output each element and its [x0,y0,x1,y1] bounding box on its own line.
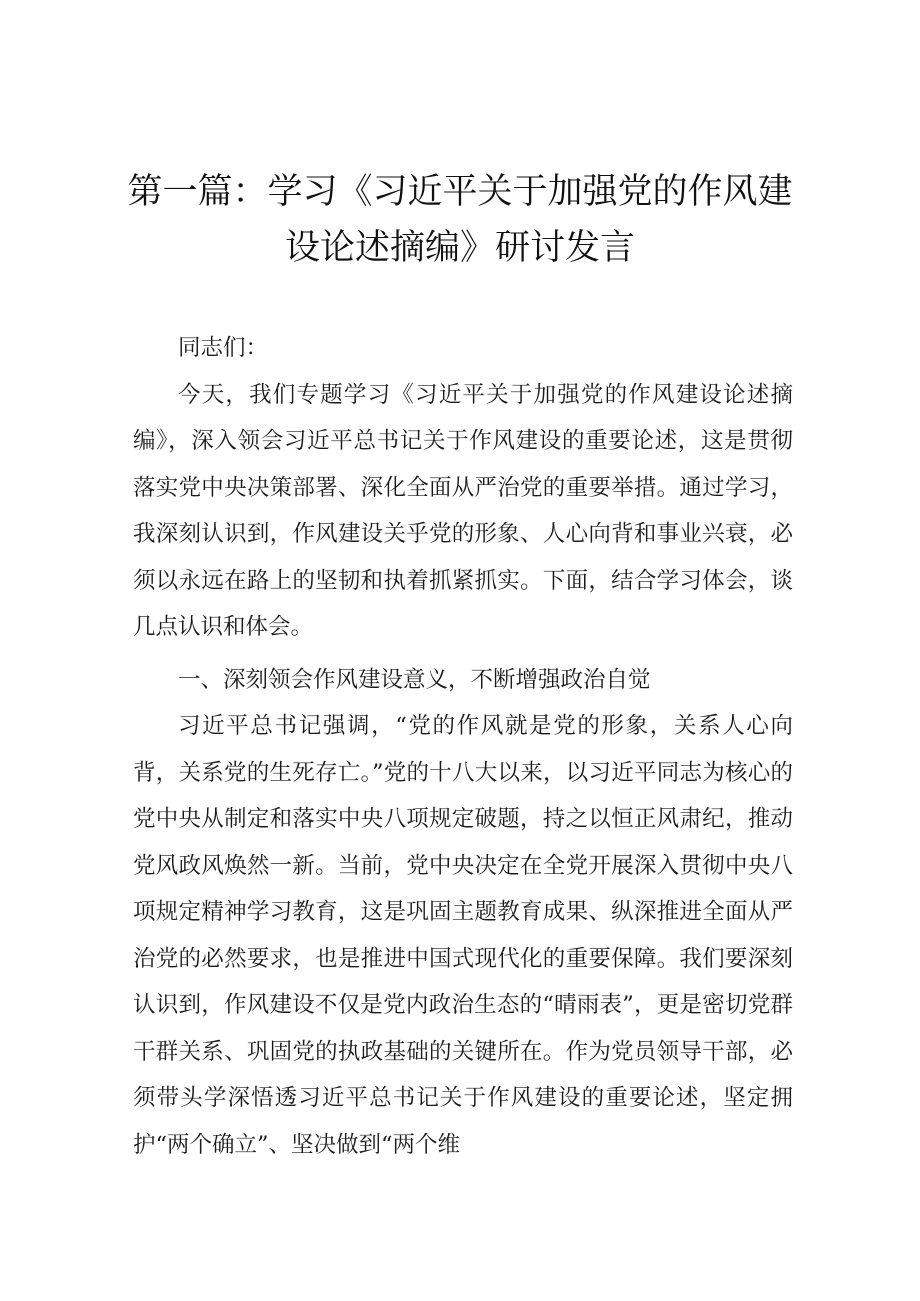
intro-paragraph: 今天，我们专题学习《习近平关于加强党的作风建设论述摘编》，深入领会习近平总书记关于作风建设的重要论述，这是贯彻落实党中央决策部署、深化全面从严治党的重要举措。通过学习，我深刻认识到，作风建设关乎党的形象、人心向背和事业兴衰，必须以永远在路上的坚韧和执着抓紧抓实。下面，结合学习体会，谈几点认识和体会。 [133,381,793,640]
section-paragraph: 习近平总书记强调，“党的作风就是党的形象，关系人心向背，关系党的生死存亡。”党的十八大以来，以习近平同志为核心的党中央从制定和落实中央八项规定破题，持之以恒正风肃纪，推动党风政风焕然一新。当前，党中央决定在全党开展深入贯彻中央八项规定精神学习教育，这是巩固主题教育成果、纵深推进全面从严治党的必然要求，也是推进中国式现代化的重要保障。我们要深刻认识到，作风建设不仅是党内政治生态的“晴雨表”，更是密切党群干群关系、巩固党的执政基础的关键所在。作为党员领导干部，必须带头学深悟透习近平总书记关于作风建设的重要论述，坚定拥护“两个确立”、坚决做到“两个维 [133,713,793,1158]
document-title [100,164,820,276]
title-line-2: 设论述摘编》研讨发言 [284,228,635,268]
title-line-1: 第一篇：学习《习近平关于加强党的作风建 [127,172,793,212]
greeting: 同志们： [178,335,269,361]
document-body [133,325,793,1168]
section-heading: 一、深刻领会作风建设意义，不断增强政治自觉 [178,666,651,693]
